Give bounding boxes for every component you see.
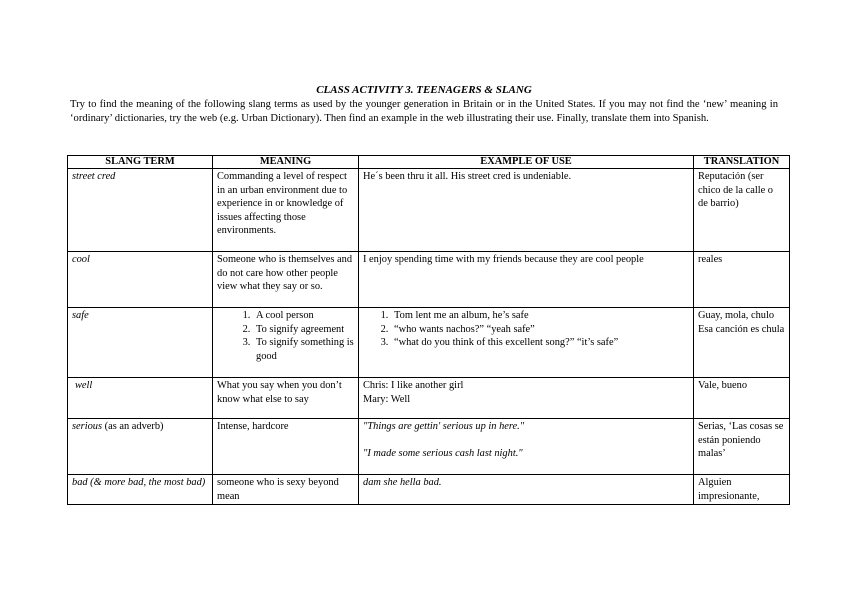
cell-translation: Vale, bueno <box>694 378 790 419</box>
list-item: 3. To signify something is good <box>253 336 354 363</box>
cell-term: safe <box>68 308 213 378</box>
cell-term: street cred <box>68 169 213 252</box>
table-header-row <box>68 156 790 169</box>
list-item: 3. “what do you think of this excellent song?” “it’s safe” <box>391 336 689 350</box>
header-meaning: MEANING <box>213 156 359 169</box>
cell-term <box>68 419 213 475</box>
cell-translation <box>694 308 790 378</box>
cell-term <box>68 378 213 419</box>
table-row <box>68 252 790 308</box>
example-line: Chris: I like another girl <box>363 380 464 391</box>
cell-translation: Serias, ‘Las cosas se están poniendo malas’ <box>694 419 790 475</box>
cell-example <box>359 419 694 475</box>
cell-meaning: What you say when you don’t know what else to say <box>213 378 359 419</box>
example-list <box>363 309 689 350</box>
cell-example <box>359 308 694 378</box>
cell-term: bad (& more bad, the most bad) <box>68 475 213 505</box>
list-item: 1. A cool person <box>253 309 354 323</box>
instructions-paragraph: Try to find the meaning of the following slang terms as used by the younger generation in Britain or in the United States. If you may not find the ‘new’ meaning in ‘ordinary’ dictionaries, try the web (e.g. Urban Dictionary). Then find an example in the web illustrating their use. Finally, translate them into Spanish. <box>70 99 778 124</box>
cell-example <box>359 378 694 419</box>
table-row <box>68 169 790 252</box>
translation-line: Esa canción es chula <box>698 323 785 335</box>
term-text: well <box>75 380 93 391</box>
header-slang-term: SLANG TERM <box>68 156 213 169</box>
cell-translation: Alguien impresionante, <box>694 475 790 505</box>
cell-meaning: Someone who is themselves and do not care how other people view what they say or so. <box>213 252 359 308</box>
example-line: "I made some serious cash last night." <box>363 447 523 459</box>
table-row <box>68 378 790 419</box>
list-item: 2. “who wants nachos?” “yeah safe” <box>391 323 689 337</box>
header-translation: TRANSLATION <box>694 156 790 169</box>
cell-example: He´s been thru it all. His street cred is undeniable. <box>359 169 694 252</box>
term-text: serious <box>72 421 103 432</box>
list-item: 1. Tom lent me an album, he’s safe <box>391 309 689 323</box>
cell-example: dam she hella bad. <box>359 475 694 505</box>
list-item: 2. To signify agreement <box>253 323 354 337</box>
cell-translation: reales <box>694 252 790 308</box>
cell-example: I enjoy spending time with my friends because they are cool people <box>359 252 694 308</box>
example-line: Mary: Well <box>363 393 411 405</box>
header-example: EXAMPLE OF USE <box>359 156 694 169</box>
cell-meaning: Intense, hardcore <box>213 419 359 475</box>
cell-meaning: someone who is sexy beyond mean <box>213 475 359 505</box>
cell-term: cool <box>68 252 213 308</box>
slang-table <box>67 155 790 505</box>
table-row <box>68 419 790 475</box>
term-note: (as an adverb) <box>104 421 164 432</box>
cell-meaning <box>213 308 359 378</box>
cell-translation: Reputación (ser chico de la calle o de barrio) <box>694 169 790 252</box>
meaning-list <box>217 309 354 363</box>
table-row <box>68 308 790 378</box>
cell-meaning: Commanding a level of respect in an urban environment due to experience in or knowledge of issues affecting those environments. <box>213 169 359 252</box>
translation-line: Guay, mola, chulo <box>698 310 775 321</box>
table-row <box>68 475 790 505</box>
document-title: CLASS ACTIVITY 3. TEENAGERS & SLANG <box>316 84 532 96</box>
example-line: "Things are gettin' serious up in here." <box>363 421 525 432</box>
